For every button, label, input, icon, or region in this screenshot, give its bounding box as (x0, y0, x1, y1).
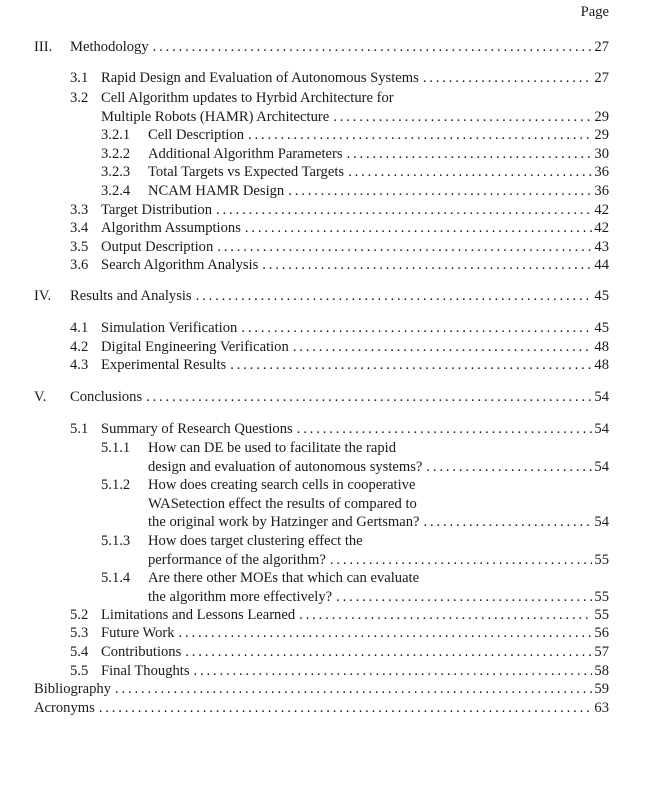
dot-leader (153, 38, 593, 57)
toc-entry-number: 5.1.4 (101, 570, 131, 586)
toc-entry-number: 3.5 (70, 239, 89, 255)
toc-entry-number: 3.2.3 (101, 164, 131, 180)
toc-entry-title: Search Algorithm Analysis (101, 257, 259, 273)
dot-leader (196, 287, 593, 306)
dot-leader (262, 256, 592, 275)
toc-entry-number: 3.2.4 (101, 183, 131, 199)
toc-entry-number: 5.3 (70, 625, 89, 641)
toc-entry[interactable] (0, 219, 656, 238)
toc-entry-title: Acronyms (34, 700, 95, 716)
toc-entry-page: 54 (594, 389, 609, 405)
toc-entry-title: Digital Engineering Verification (101, 339, 289, 355)
toc-entry-title: Output Description (101, 239, 214, 255)
toc-entry[interactable] (0, 338, 656, 357)
dot-leader (146, 388, 592, 407)
toc-entry-title: Conclusions (70, 389, 143, 405)
dot-leader (347, 145, 593, 164)
toc-entry-title: design and evaluation of autonomous systems? (148, 458, 423, 475)
toc-entry-title: Rapid Design and Evaluation of Autonomous Systems (101, 70, 419, 86)
toc-entry-page: 29 (594, 108, 609, 125)
toc-entry-number: 5.1.1 (101, 440, 131, 456)
toc-entry-title: WASetection effect the results of compared to (148, 495, 417, 512)
toc-entry-page: 54 (594, 421, 609, 437)
toc-entry-number: 3.2.2 (101, 146, 131, 162)
toc-entry-page: 54 (594, 514, 609, 531)
toc-entry-title: Future Work (101, 625, 175, 641)
toc-entry-title: Are there other MOEs that which can evaluate (148, 570, 420, 586)
toc-entry-title: How does target clustering effect the (148, 533, 363, 549)
toc-entry-page: 54 (594, 458, 609, 475)
toc-entry-page: 59 (594, 681, 609, 697)
toc-entry-title: Simulation Verification (101, 320, 238, 336)
toc-entry-number: 4.3 (70, 357, 89, 373)
toc-entry-page: 36 (594, 183, 609, 199)
toc-entry-title: Target Distribution (101, 202, 212, 218)
toc-entry-page: 45 (594, 320, 609, 336)
toc-entry-title: Algorithm Assumptions (101, 220, 241, 236)
toc-entry-page: 27 (594, 70, 609, 86)
toc-entry-number: 3.2 (70, 90, 89, 106)
dot-leader (99, 699, 593, 718)
toc-entry[interactable] (0, 163, 656, 182)
dot-leader (216, 201, 592, 220)
toc-entry-title: Contributions (101, 644, 182, 660)
toc-entry[interactable] (0, 662, 656, 681)
dot-leader (179, 624, 593, 643)
toc-entry[interactable] (0, 201, 656, 220)
toc-entry-page: 44 (594, 257, 609, 273)
toc-entry[interactable] (0, 38, 656, 57)
toc-entry-page: 57 (594, 644, 609, 660)
toc-entry-title: Total Targets vs Expected Targets (148, 164, 345, 180)
toc-entry-number: 5.1.3 (101, 533, 131, 549)
toc-entry-page: 55 (594, 551, 609, 568)
toc-entry-number: 4.1 (70, 320, 89, 336)
dot-leader (330, 551, 593, 570)
toc-entry-title: How can DE be used to facilitate the rapid (148, 440, 397, 456)
toc-entry[interactable] (0, 439, 656, 476)
toc-entry-number: 4.2 (70, 339, 89, 355)
toc-entry-page: 55 (594, 607, 609, 623)
toc-entry-title: How does creating search cells in cooperative (148, 477, 416, 493)
toc-entry-number: 3.4 (70, 220, 89, 236)
toc-entry-title: the original work by Hatzinger and Gertsman? (148, 514, 420, 531)
toc-entry-page: 63 (594, 700, 609, 716)
toc-entry-number: IV. (34, 288, 52, 304)
page-label: Page (580, 4, 609, 20)
dot-leader (348, 163, 592, 182)
toc-entry[interactable] (0, 145, 656, 164)
toc-entry-page: 55 (594, 588, 609, 605)
toc-entry-number: 3.1 (70, 70, 89, 86)
toc-entry-title: Multiple Robots (HAMR) Architecture (101, 108, 330, 125)
toc-entry[interactable] (0, 643, 656, 662)
dot-leader (424, 513, 593, 532)
toc-entry[interactable] (0, 319, 656, 338)
toc-entry-page: 29 (594, 127, 609, 143)
dot-leader (333, 108, 592, 127)
toc-entry[interactable] (0, 476, 656, 532)
toc-entry-title: Results and Analysis (70, 288, 192, 304)
toc-entry-page: 48 (594, 339, 609, 355)
dot-leader (230, 356, 592, 375)
toc-entry-title: Bibliography (34, 681, 112, 697)
dot-leader (423, 69, 593, 88)
toc-entry[interactable] (0, 624, 656, 643)
toc-entry[interactable] (0, 699, 656, 718)
toc-entry-page: 42 (594, 220, 609, 236)
toc-entry-page: 48 (594, 357, 609, 373)
dot-leader (185, 643, 592, 662)
toc-entry-number: 5.4 (70, 644, 89, 660)
toc-entry-page: 27 (594, 39, 609, 55)
toc-entry-title: Summary of Research Questions (101, 421, 293, 437)
toc-entry-title: Experimental Results (101, 357, 227, 373)
dot-leader (194, 662, 593, 681)
toc-entry-number: 3.6 (70, 257, 89, 273)
toc-entry[interactable] (0, 356, 656, 375)
dot-leader (115, 680, 592, 699)
dot-leader (245, 219, 593, 238)
toc-entry-number: 5.2 (70, 607, 89, 623)
toc-entry[interactable] (0, 69, 656, 88)
toc-entry-number: III. (34, 39, 53, 55)
toc-entry-page: 45 (594, 288, 609, 304)
dot-leader (299, 606, 592, 625)
toc-entry-title: NCAM HAMR Design (148, 183, 285, 199)
toc-entry-title: Final Thoughts (101, 663, 190, 679)
dot-leader (248, 126, 592, 145)
toc-entry-page: 56 (594, 625, 609, 641)
toc-entry-title: Cell Algorithm updates to Hyrbid Architecture for (101, 90, 394, 106)
toc-entry-title: Methodology (70, 39, 149, 55)
toc-entry[interactable] (0, 287, 656, 306)
toc-entry-page: 30 (594, 146, 609, 162)
toc-entry[interactable] (0, 126, 656, 145)
toc-entry[interactable] (0, 606, 656, 625)
toc-entry[interactable] (0, 238, 656, 257)
toc-entry-title: Additional Algorithm Parameters (148, 146, 343, 162)
toc-entry-title: Limitations and Lessons Learned (101, 607, 296, 623)
toc-entry-number: 5.5 (70, 663, 89, 679)
toc-entry[interactable] (0, 388, 656, 407)
toc-entry-number: 3.2.1 (101, 127, 131, 143)
toc-entry[interactable] (0, 89, 656, 126)
toc-entry[interactable] (0, 532, 656, 569)
dot-leader (288, 182, 592, 201)
toc-entry-title: the algorithm more effectively? (148, 588, 333, 605)
dot-leader (217, 238, 592, 257)
toc-entry-page: 42 (594, 202, 609, 218)
dot-leader (426, 458, 592, 477)
toc-entry-page: 58 (594, 663, 609, 679)
toc-entry[interactable] (0, 420, 656, 439)
dot-leader (293, 338, 593, 357)
dot-leader (297, 420, 593, 439)
toc-entry[interactable] (0, 182, 656, 201)
toc-entry-page: 36 (594, 164, 609, 180)
toc-entry-number: 3.3 (70, 202, 89, 218)
toc-entry-number: V. (34, 389, 47, 405)
toc-entry-title: Cell Description (148, 127, 245, 143)
toc-entry-title: performance of the algorithm? (148, 551, 326, 568)
dot-leader (241, 319, 592, 338)
toc-entry[interactable] (0, 569, 656, 606)
toc-entry[interactable] (0, 256, 656, 275)
toc-entry-number: 5.1.2 (101, 477, 131, 493)
dot-leader (336, 588, 592, 607)
toc-entry-number: 5.1 (70, 421, 89, 437)
toc-entry[interactable] (0, 680, 656, 699)
toc-entry-page: 43 (594, 239, 609, 255)
